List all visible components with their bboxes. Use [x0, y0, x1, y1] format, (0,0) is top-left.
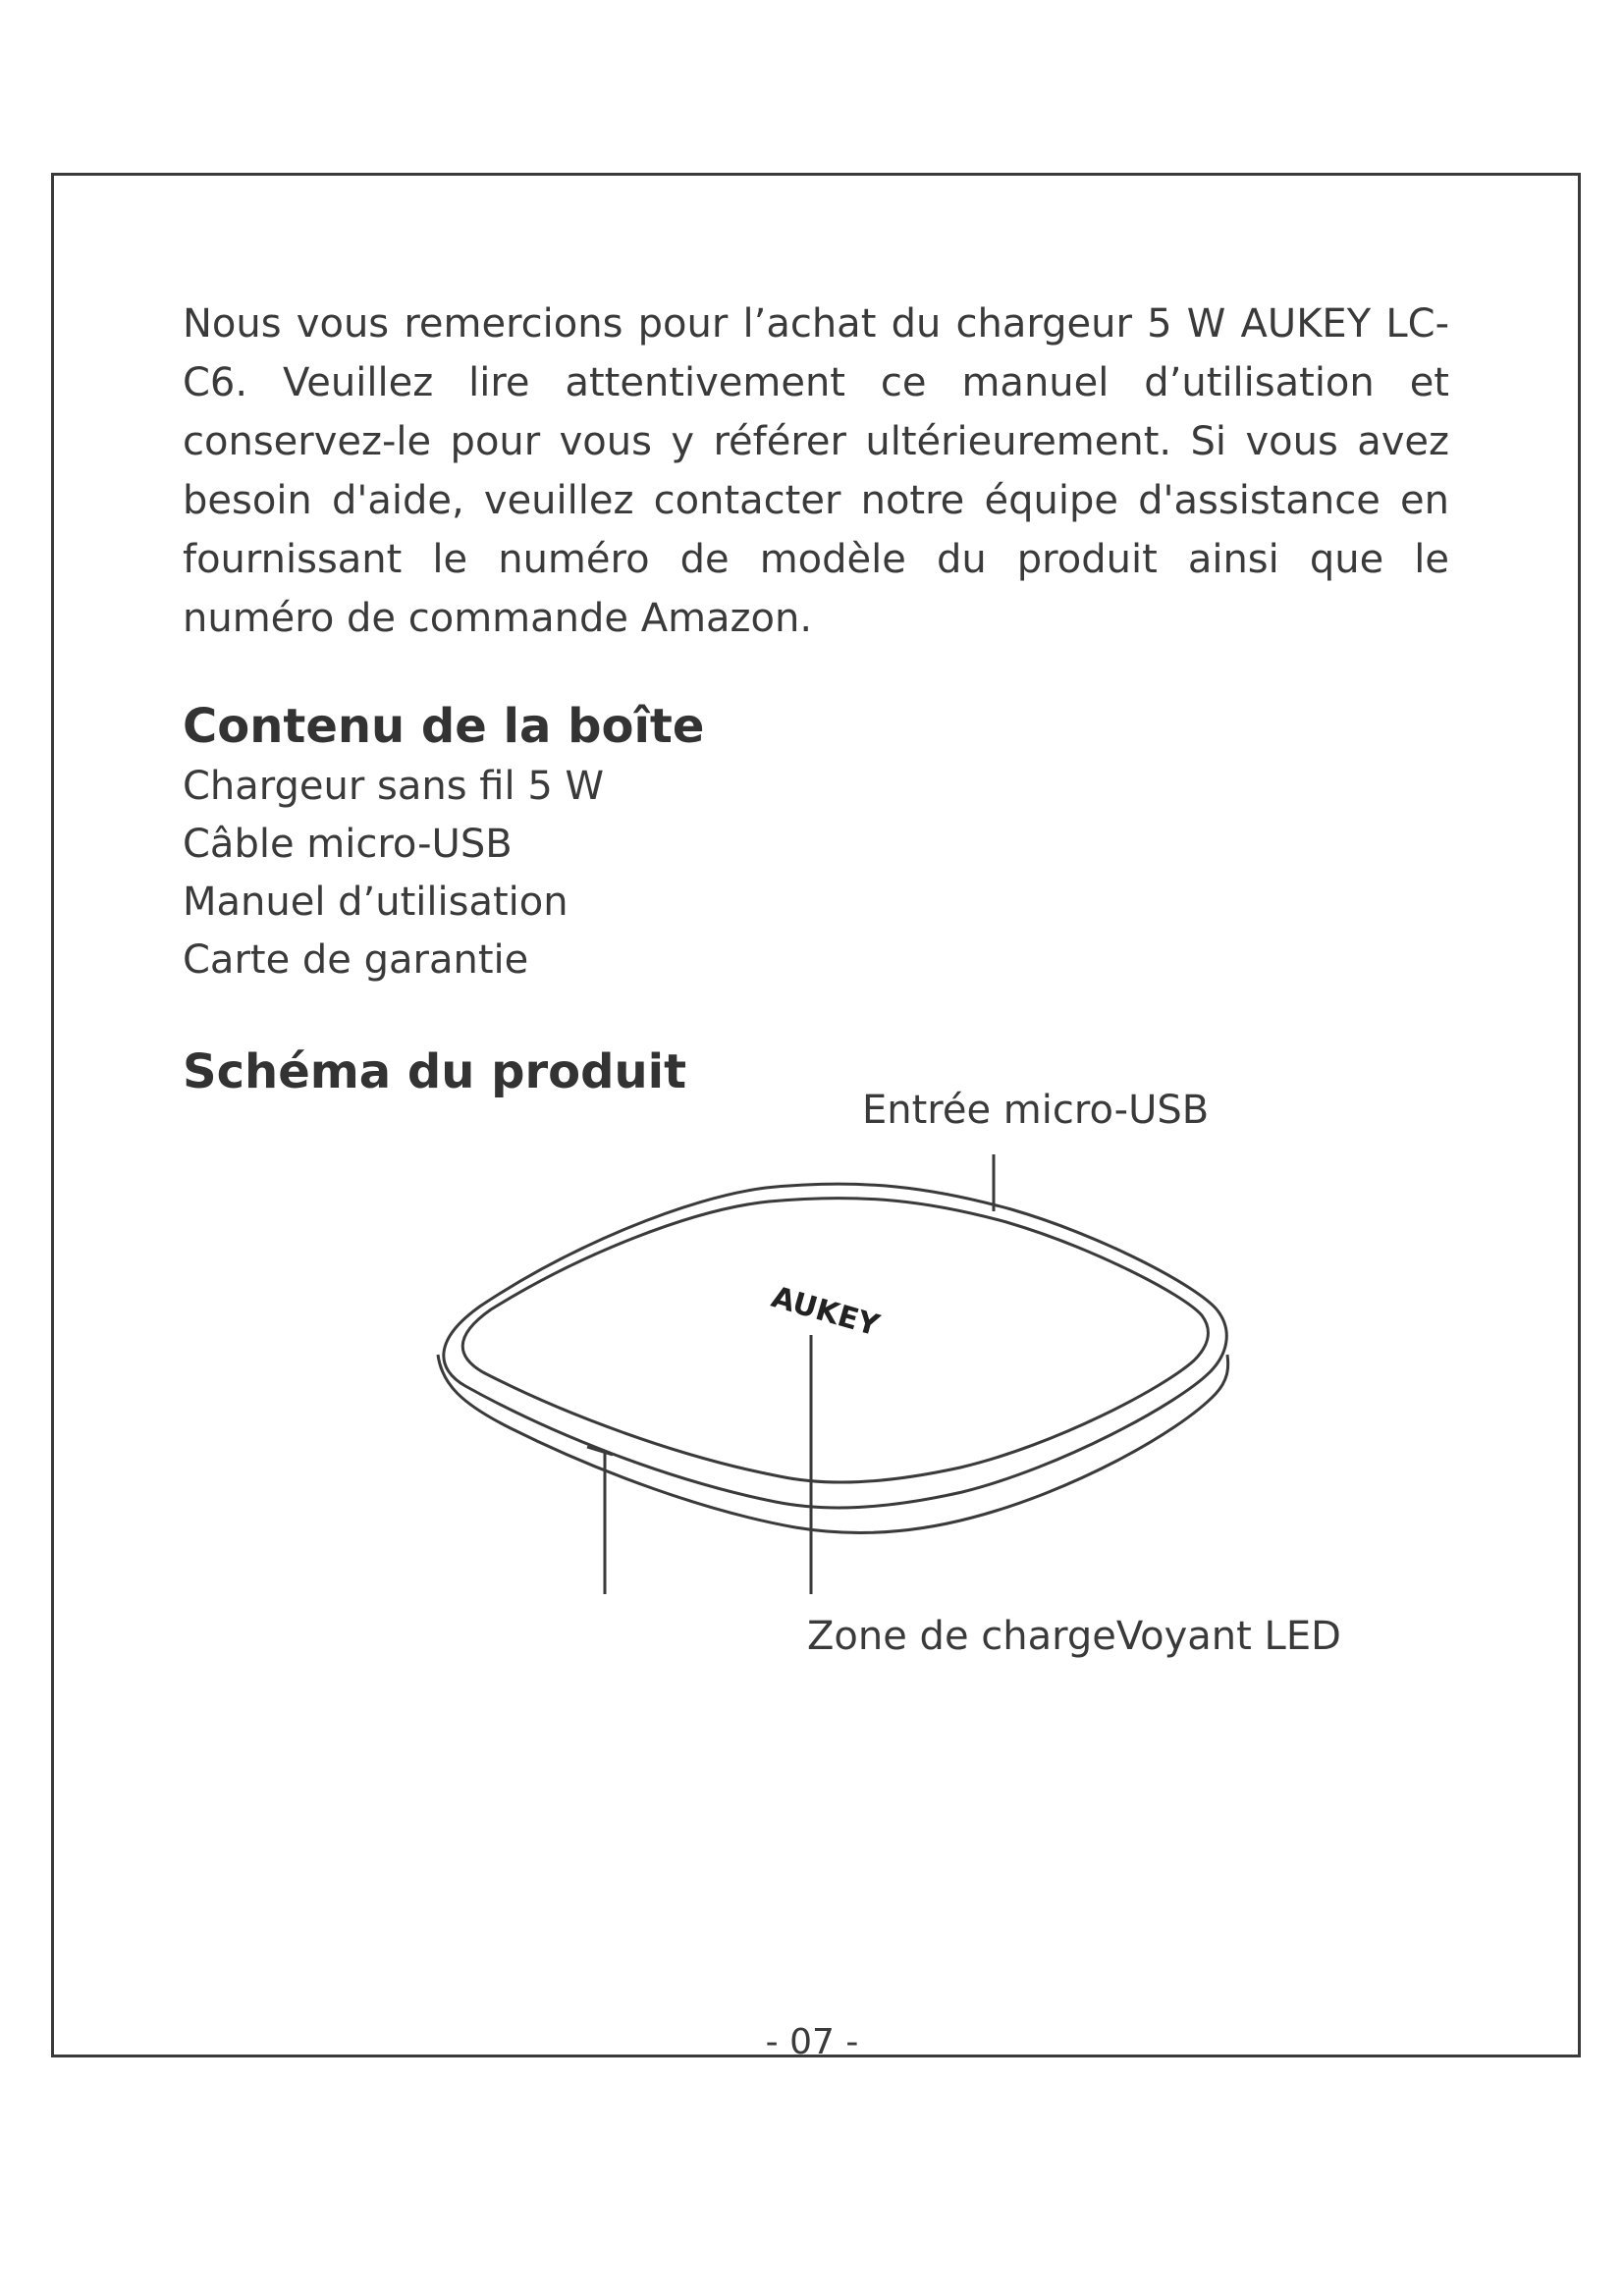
- product-schema-heading: Schéma du produit: [183, 1044, 687, 1099]
- list-item: Chargeur sans fil 5 W: [183, 764, 605, 809]
- page-number: - 07 -: [765, 2022, 859, 2062]
- charger-outer-outline: [444, 1184, 1226, 1508]
- aukey-logo: AUKEY: [767, 1280, 884, 1344]
- box-contents-heading: Contenu de la boîte: [183, 699, 705, 754]
- list-item: Carte de garantie: [183, 937, 529, 983]
- intro-paragraph: Nous vous remercions pour l’achat du chargeur 5 W AUKEY LC-C6. Veuillez lire attentivement ce manuel d’utilisation et conservez-le pour vous y référer ultérieurement. Si vous avez besoin d'aide, veuillez contacter notre équipe d'assistance en fournissant le numéro de modèle du produit ainsi que le numéro de commande Amazon.: [183, 301, 1449, 641]
- list-item: Câble micro-USB: [183, 822, 513, 867]
- charge-zone-led-label: Zone de chargeVoyant LED: [807, 1614, 1341, 1659]
- micro-usb-label: Entrée micro-USB: [862, 1088, 1210, 1133]
- charger-base-edge: [438, 1355, 1228, 1532]
- list-item: Manuel d’utilisation: [183, 880, 568, 925]
